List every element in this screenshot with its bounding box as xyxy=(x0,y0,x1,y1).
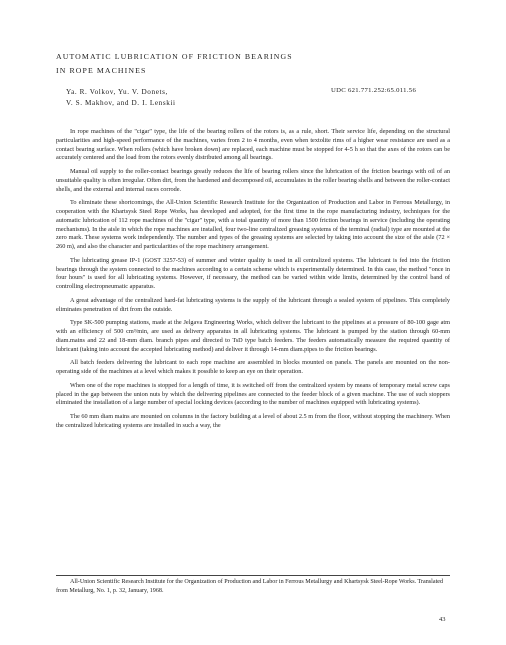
footnote: All-Union Scientific Research Institute for the Organization of Production and Labor in Ferrous Metallurgy and Khartsysk Steel-Rope Works. Translated from Metallurg, No. 1, p. 32, January, 1968. xyxy=(56,579,444,594)
footnote-divider xyxy=(56,575,450,576)
page-number: 43 xyxy=(439,616,446,623)
title-line-1: AUTOMATIC LUBRICATION OF FRICTION BEARINGS xyxy=(56,52,293,61)
title-line-2: IN ROPE MACHINES xyxy=(56,66,147,75)
paragraph: In rope machines of the "cigar" type, the life of the bearing rollers of the rotors is, as a rule, short. Their service life, depending on the structural particularities and high-speed performance of the machines, varies from 2 to 4 months, even when textolite rims of a higher wear resistance are used as a contact bearing surface. When rollers (which have broken down) are replaced, each machine must be stopped for 4-5 h so that the axes of the rotors can be accurately centered and the load from the rotors evenly distributed among all bearings. xyxy=(56,128,450,162)
paragraph: Type SK-500 pumping stations, made at the Jelgava Engineering Works, which deliver the lubricant to the pipelines at a pressure of 80-100 gage atm with an efficiency of 500 cm³/min, are used as delivery apparatus in all lubricating systems. The lubricant is pumped by the station through 60-mm diam.mains and 22 and 18-mm diam. branch pipes and directed to TsD type batch feeders. The feeders automatically measure the required quantity of lubricant (taking into account the accepted lubricating method) and deliver it through 14-mm diam.pipes to the friction bearings. xyxy=(56,319,450,353)
paragraph: A great advantage of the centralized hard-fat lubricating systems is the supply of the lubricant through a sealed system of pipelines. This completely eliminates penetration of dirt from the outside. xyxy=(56,296,450,313)
paragraph: To eliminate these shortcomings, the All-Union Scientific Research Institute for the Organization of Production and Labor in Ferrous Metallurgy, in cooperation with the Khartsysk Steel Rope Works, has developed and adopted, for the first time in the rope manufacturing industry, techniques for the automatic lubrication of 112 rope machines of the "cigar" type, with a total quantity of more than 1500 friction bearings in service (including the operating mechanisms). In the aisle in which the rope machines are installed, four two-line centralized greasing systems of the terminal (radial) type are mounted at the zero mark. These systems work independently. The number and types of the greasing systems are selected by taking into account the size of the aisle (72 × 260 m), and also the character and particularities of the rope machinery arrangement. xyxy=(56,199,450,250)
paragraph: The 60 mm diam mains are mounted on columns in the factory building at a level of about 2.5 m from the floor, without stopping the machinery. When the centralized lubricating systems are installed in such a way, the xyxy=(56,413,450,429)
article-body xyxy=(56,128,450,436)
article-title xyxy=(56,50,293,78)
paragraph: When one of the rope machines is stopped for a length of time, it is switched off from the centralized system by means of temporary metal screw caps placed in the gap between the union nuts by which the delivering pipelines are connected to the feeder block of a given machine. The use of such stoppers eliminated the installation of a large number of special locking devices (according to the number of machines equipped with lubricating systems). xyxy=(56,381,450,407)
authors-line-2: V. S. Makhov, and D. I. Lenskii xyxy=(66,99,176,107)
paragraph: All batch feeders delivering the lubricant to each rope machine are assembled in blocks mounted on panels. The panels are mounted on the non-operating side of the machines at a level which makes it possible to keep an eye on their operation. xyxy=(56,359,450,375)
udc-code: UDC 621.771.252:65.011.56 xyxy=(331,87,417,94)
paragraph: Manual oil supply to the roller-contact bearings greatly reduces the life of bearing rollers since the lubrication of the friction bearings with oil of an unsuitable quality is often irregular. Often dirt, from the hardened and decomposed oil, accumulates in the roller bearing shells and between the roller-contact shells, and the external and internal races corrode. xyxy=(56,168,450,193)
paragraph: The lubricating grease IP-1 (GOST 3257-53) of summer and winter quality is used in all centralized systems. The lubricant is fed into the friction bearings through the system connected to the machines according to a certain scheme which is experimentally determined. In this case, the method "once in four hours" is used for all lubricating systems. However, if necessary, the method can be varied within wide limits, determined by the control band of controlling electropneumatic apparatus. xyxy=(56,256,450,290)
authors-line-1: Ya. R. Volkov, Yu. V. Donets, xyxy=(66,88,168,96)
author-list xyxy=(66,87,176,109)
